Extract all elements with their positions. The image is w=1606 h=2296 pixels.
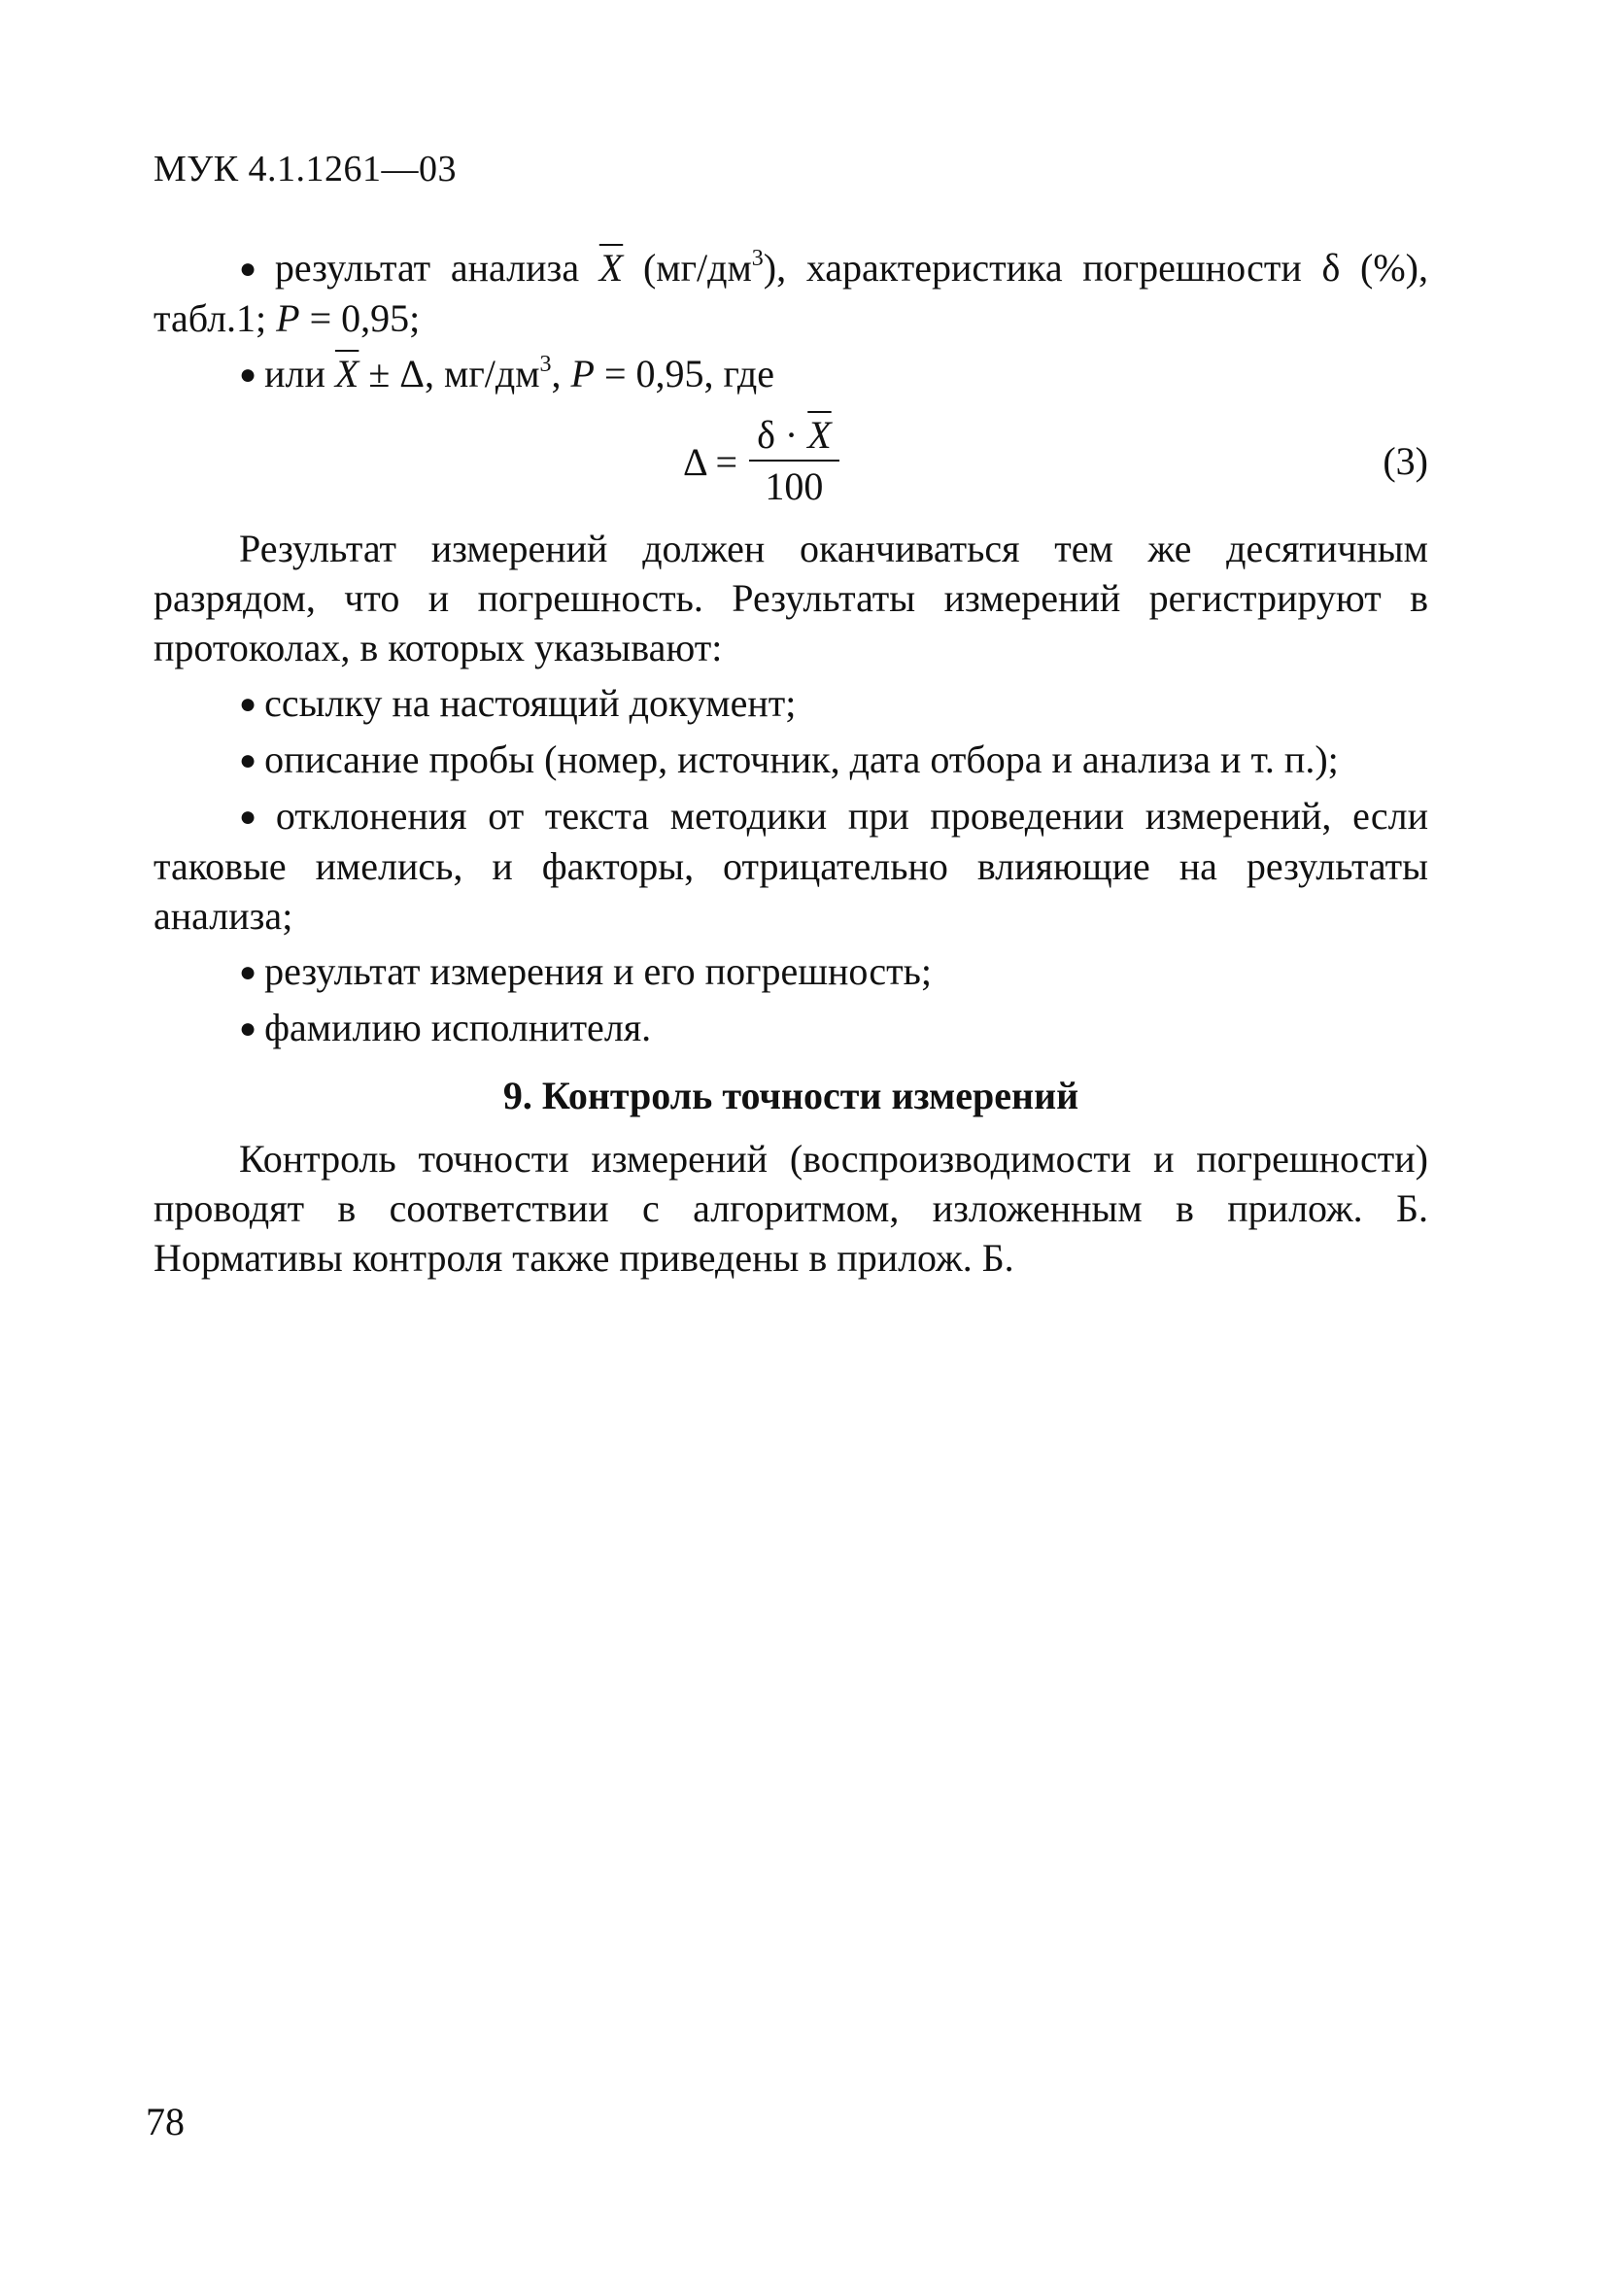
formula-3 [154,405,1428,518]
list-item-result-alt: ● или $\overline{X} \pm \Delta$, $мг/дм^3$, P = 0,95, где [239,352,775,395]
formula-fraction [749,411,839,512]
formula-denominator: 100 [765,464,824,508]
page-content [154,243,1428,1288]
page-number: 78 [146,2100,185,2143]
bullet-icon: ● [239,359,257,391]
protocol-item: ● фамилию исполнителя. [239,1006,652,1049]
x-mean-symbol: $\overline{X}$ [334,352,359,395]
bullet-icon: ● [239,956,257,988]
protocol-item: ● отклонения от текста методики при проведении измерений, если таковые имелись, и факторы, отрицательно влияющие на результаты анализа; [154,794,1428,938]
section-text: Контроль точности измерений (воспроизводимости и погрешности) проводят в соответствии с алгоритмом, изложенным в прилож. Б. Нормативы контроля также приведены в прилож. Б. [154,1137,1428,1280]
page-header: МУК 4.1.1261—03 [154,149,458,189]
bullet-icon: ● [239,801,268,833]
formula-numerator: $\delta \cdot \overline{X}$ [757,413,832,457]
section-title: 9. Контроль точности измерений [502,1074,1079,1117]
protocol-item: ● описание пробы (номер, источник, дата отбора и анализа и т. п.); [239,737,1339,781]
protocol-intro: Результат измерений должен оканчиваться тем же десятичным разрядом, что и погрешность. Результаты измерений регистрируют в протоколах, в которых указывают: [154,527,1428,669]
bullet-icon: ● [239,744,257,776]
equation-number: (3) [1383,439,1428,483]
bullet-icon: ● [239,1012,257,1045]
protocol-item: ● ссылку на настоящий документ; [239,681,797,725]
bullet-icon: ● [239,688,257,720]
bullet-icon: ● [239,253,267,285]
protocol-item: ● результат измерения и его погрешность; [239,949,933,993]
list-item-result: ● результат анализа $\overline{X}$ $(мг/дм^3)$, характеристика погрешности δ (%), табл.1; P = 0,95; [154,246,1428,340]
x-mean-symbol: $\overline{X}$ [598,246,624,290]
formula-lhs: Δ = [683,439,738,484]
formula-body [683,405,839,518]
